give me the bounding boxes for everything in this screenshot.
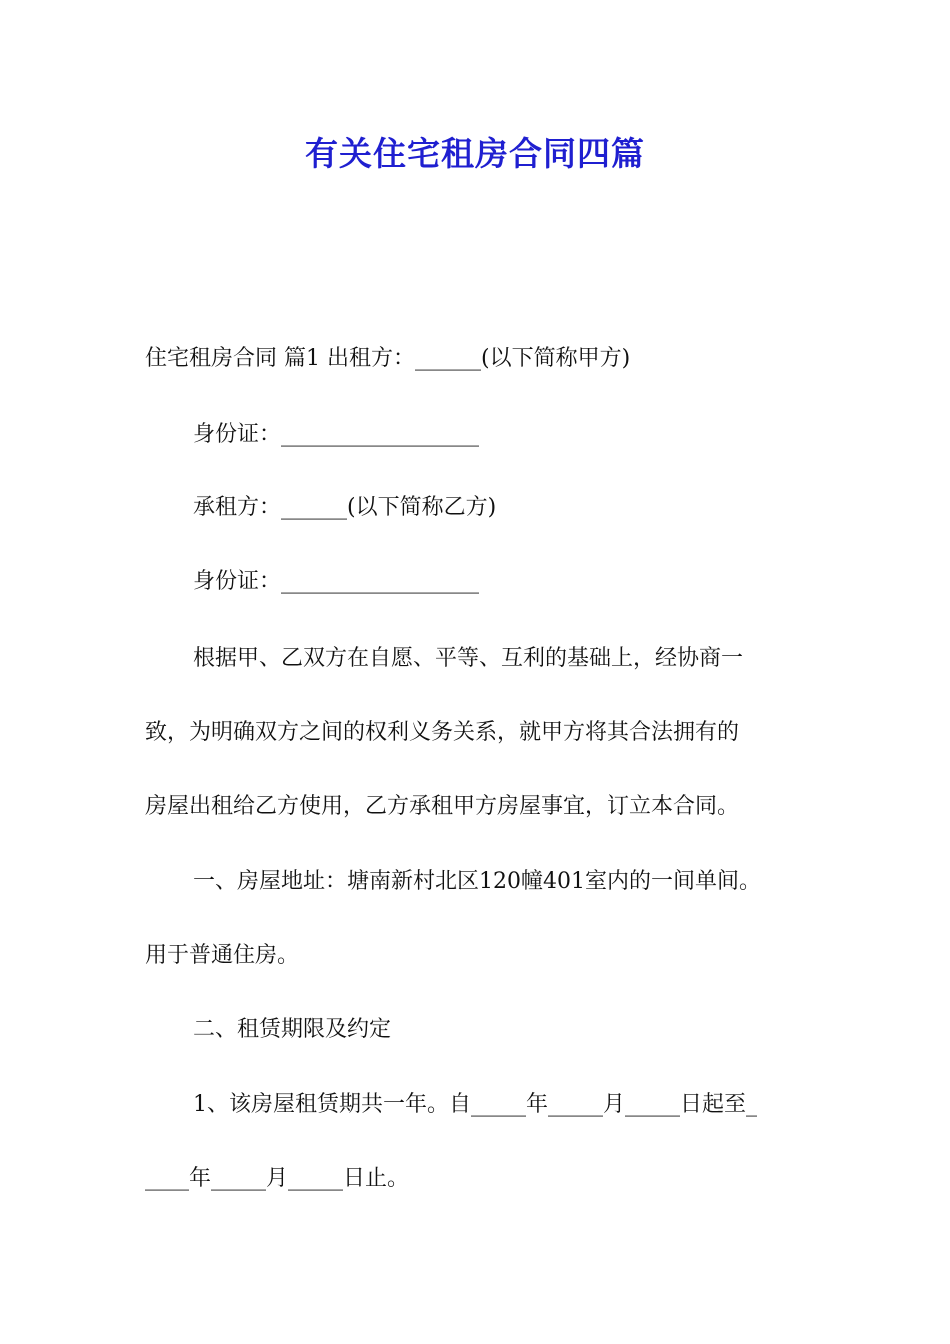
clause-1-line: 一、房屋地址：塘南新村北区120幢401室内的一间单间。	[193, 869, 761, 894]
clause-2-item-1-line: 1、该房屋租赁期共一年。自_____年_____月_____日起至_	[193, 1092, 757, 1117]
lessee-id-line: 身份证：__________________	[193, 569, 480, 594]
paragraph-line: 根据甲、乙双方在自愿、平等、互利的基础上，经协商一	[193, 646, 744, 671]
document-title: 有关住宅租房合同四篇	[305, 134, 645, 173]
paragraph-line: 房屋出租给乙方使用，乙方承租甲方房屋事宜，订立本合同。	[145, 794, 740, 819]
lessor-id-line: 身份证：__________________	[193, 422, 480, 447]
clause-1-continuation: 用于普通住房。	[145, 943, 300, 968]
paragraph-line: 致，为明确双方之间的权利义务关系，就甲方将其合法拥有的	[145, 720, 740, 745]
clause-2-heading: 二、租赁期限及约定	[193, 1017, 392, 1042]
contract-heading-lessor-line: 住宅租房合同 篇1 出租方：______(以下简称甲方)	[145, 346, 631, 371]
clause-2-item-1-continuation: ____年_____月_____日止。	[145, 1166, 410, 1191]
lessee-line: 承租方：______(以下简称乙方)	[193, 495, 497, 520]
